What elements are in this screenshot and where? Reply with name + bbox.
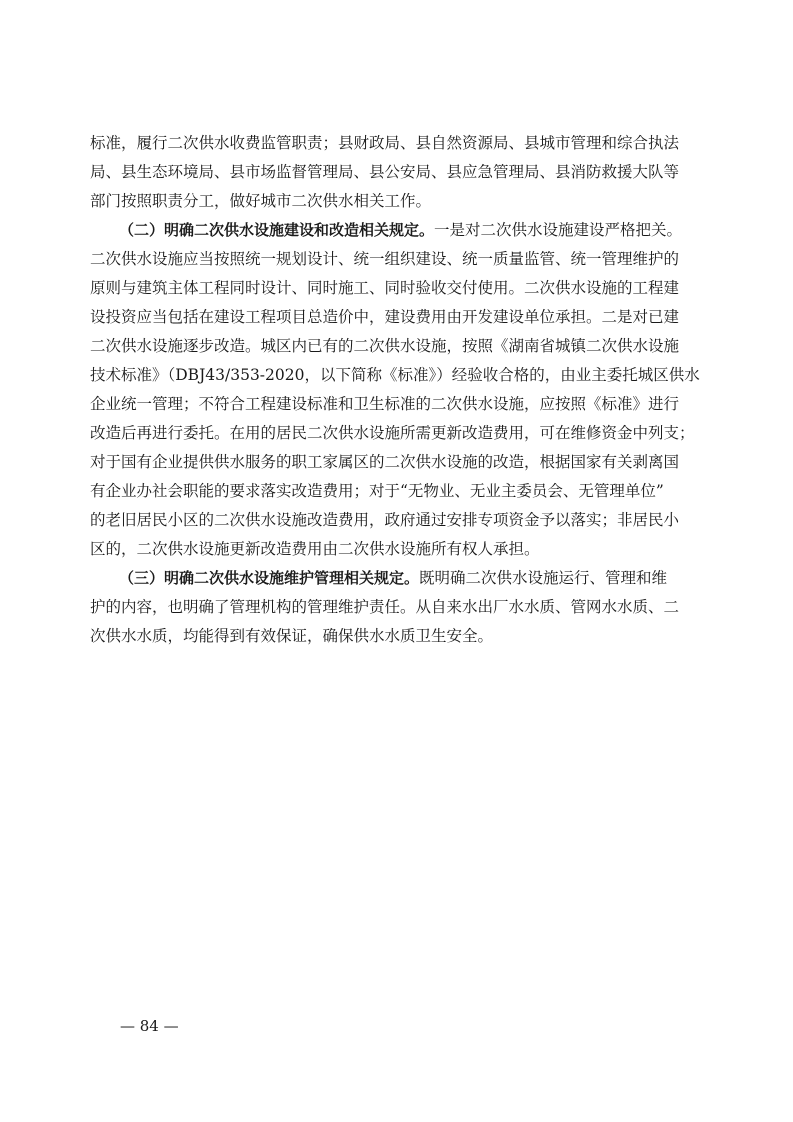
text-line bbox=[0, 157, 793, 187]
section-3-heading: （三）明确二次供水设施维护管理相关规定。 bbox=[119, 569, 420, 587]
section-heading-line bbox=[0, 215, 793, 245]
line-text: 企业统一管理；不符合工程建设标准和卫生标准的二次供水设施，应按照《标准》进行 bbox=[90, 395, 680, 413]
section-2-lead: 一是对二次供水设施建设严格把关。 bbox=[434, 221, 683, 239]
line-text: 部门按照职责分工，做好城市二次供水相关工作。 bbox=[90, 192, 432, 210]
text-line bbox=[0, 360, 793, 390]
line-text: 二次供水设施逐步改造。城区内已有的二次供水设施，按照《湖南省城镇二次供水设施 bbox=[90, 337, 680, 355]
line-text: 区的，二次供水设施更新改造费用由二次供水设施所有权人承担。 bbox=[90, 540, 540, 558]
text-line bbox=[0, 476, 793, 506]
line-text: 护的内容，也明确了管理机构的管理维护责任。从自来水出厂水水质、管网水水质、二 bbox=[90, 598, 680, 616]
line-text: 设投资应当包括在建设工程项目总造价中，建设费用由开发建设单位承担。二是对已建 bbox=[90, 308, 680, 326]
text-line bbox=[0, 302, 793, 332]
heading-wrap bbox=[119, 215, 682, 245]
heading-wrap bbox=[119, 563, 667, 593]
section-3-lead: 既明确二次供水设施运行、管理和维 bbox=[419, 569, 668, 587]
line-text: 改造后再进行委托。在用的居民二次供水设施所需更新改造费用，可在维修资金中列支； bbox=[90, 424, 695, 442]
text-line bbox=[0, 128, 793, 158]
text-line bbox=[0, 273, 793, 303]
text-line bbox=[0, 447, 793, 477]
section-heading-line bbox=[0, 563, 793, 593]
line-text: 局、县生态环境局、县市场监督管理局、县公安局、县应急管理局、县消防救援大队等 bbox=[90, 163, 680, 181]
line-text: 标准，履行二次供水收费监管职责；县财政局、县自然资源局、县城市管理和综合执法 bbox=[90, 134, 680, 152]
text-line bbox=[0, 186, 793, 216]
line-text: 技术标准》（DBJ43/353-2020，以下简称《标准》）经验收合格的，由业主委托城区供水 bbox=[90, 366, 700, 384]
text-line bbox=[0, 418, 793, 448]
text-line bbox=[0, 244, 793, 274]
page-number: — 84 — bbox=[120, 1017, 179, 1035]
line-text: 有企业办社会职能的要求落实改造费用；对于“无物业、无业主委员会、无管理单位” bbox=[90, 482, 664, 500]
text-line bbox=[0, 592, 793, 622]
section-2-heading: （二）明确二次供水设施建设和改造相关规定。 bbox=[119, 221, 435, 239]
text-line bbox=[0, 505, 793, 535]
text-line bbox=[0, 621, 793, 651]
text-line bbox=[0, 331, 793, 361]
text-line bbox=[0, 389, 793, 419]
line-text: 原则与建筑主体工程同时设计、同时施工、同时验收交付使用。二次供水设施的工程建 bbox=[90, 279, 680, 297]
line-text: 次供水水质，均能得到有效保证，确保供水水质卫生安全。 bbox=[90, 627, 494, 645]
text-line bbox=[0, 534, 793, 564]
line-text: 对于国有企业提供供水服务的职工家属区的二次供水设施的改造，根据国家有关剥离国 bbox=[90, 453, 680, 471]
line-text: 的老旧居民小区的二次供水设施改造费用，政府通过安排专项资金予以落实；非居民小 bbox=[90, 511, 680, 529]
line-text: 二次供水设施应当按照统一规划设计、统一组织建设、统一质量监管、统一管理维护的 bbox=[90, 250, 680, 268]
